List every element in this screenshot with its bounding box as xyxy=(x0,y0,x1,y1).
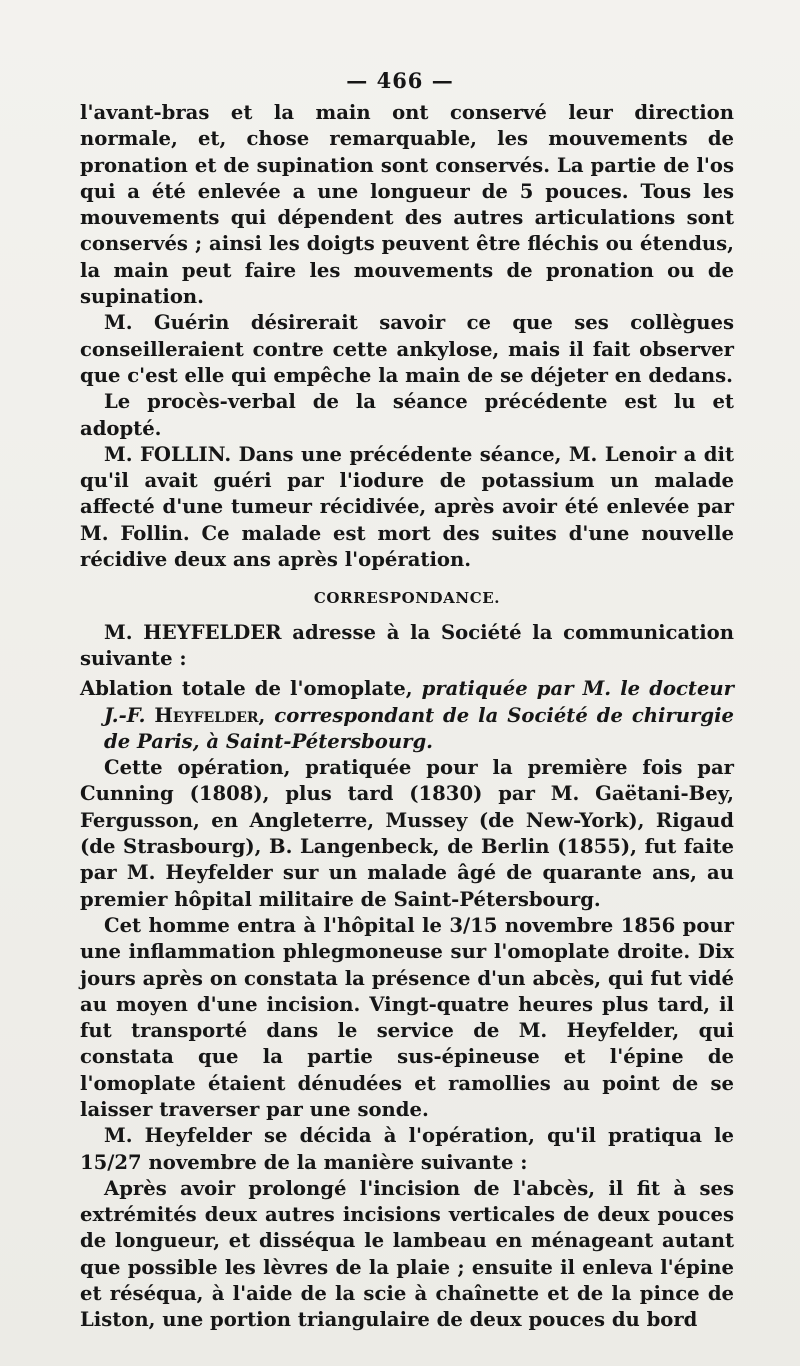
body-text xyxy=(80,100,734,1334)
paragraph xyxy=(80,620,734,673)
paragraph: Cet homme entra à l'hôpital le 3/15 novembre 1856 pour une inflammation phlegmoneuse sur l'omoplate droite. Dix jours après on constata la présence d'un abcès, qui fut vidé au moyen d'une incision. Vingt-quatre heures plus tard, il fut transporté dans le service de M. Heyfelder, qui constata que la partie sus-épineuse et l'épine de l'omoplate étaient dénudées et ramollies au point de se laisser traverser par une sonde. xyxy=(80,913,734,1121)
paragraph xyxy=(80,442,734,573)
paragraph: l'avant-bras et la main ont conservé leur direction normale, et, chose remarquable, les mouvements de pronation et de supination sont conservés. La partie de l'os qui a été enlevée a une longueur de 5 pouces. Tous les mouvements qui dépendent des autres articulations sont conservés ; ainsi les doigts peuvent être fléchis ou étendus, la main peut faire les mouvements de pronation ou de supination. xyxy=(80,101,734,309)
paragraph: Cette opération, pratiquée pour la première fois par Cunning (1808), plus tard (1830) par M. Gaëtani-Bey, Fergusson, en Angleterre, Mussey (de New-York), Rigaud (de Strasbourg), B. Langenbeck, de Berlin (1855), fut faite par M. Heyfelder sur un malade âgé de quarante ans, au premier hôpital militaire de Saint-Pétersbourg. xyxy=(80,756,734,911)
article-title: Ablation totale de l'omoplate, pratiquée par M. le docteur J.-F. Heyfelder, correspondant de la Société de chirurgie de Paris, à Saint-Pétersbourg. xyxy=(80,677,734,753)
paragraph: M. Heyfelder se décida à l'opération, qu'il pratiqua le 15/27 novembre de la manière suivante : xyxy=(80,1124,734,1174)
paragraph-text: Dans une précédente séance, M. Lenoir a dit qu'il avait guéri par l'iodure de potassium un malade affecté d'une tumeur récidivée, après avoir été enlevée par M. Follin. Ce malade est mort des suites d'une nouvelle récidive deux ans après l'opération. xyxy=(80,442,734,572)
paragraph-text: adresse à la Société la communication suivante : xyxy=(80,620,734,670)
speaker-name: M. HEYFELDER xyxy=(104,620,282,644)
title-text: Ablation totale de l'omoplate xyxy=(80,677,406,701)
paragraph: M. Guérin désirerait savoir ce que ses collègues conseilleraient contre cette ankylose, mais il fait observer que c'est elle qui empêche la main de se déjeter en dedans. xyxy=(80,311,734,387)
title-subtitle: pratiquée par M. le docteur J.-F. xyxy=(104,677,734,727)
author-name: Heyfelder xyxy=(154,703,259,727)
section-heading: CORRESPONDANCE. xyxy=(313,589,501,608)
page-number: — 466 — xyxy=(346,68,454,93)
author-affiliation: correspondant de la Société de chirurgie de Paris, à Saint-Pétersbourg. xyxy=(104,703,734,753)
speaker-name: M. FOLLIN. xyxy=(104,442,232,466)
paragraph: Le procès-verbal de la séance précédente est lu et adopté. xyxy=(80,390,734,440)
paragraph: Après avoir prolongé l'incision de l'abcès, il fit à ses extrémités deux autres incisions verticales de deux pouces de longueur, et disséqua le lambeau en ménageant autant que possible les lèvres de la plaie ; ensuite il enleva l'épine et réséqua, à l'aide de la scie à chaînette et de la pince de Liston, une portion triangulaire de deux pouces du bord xyxy=(80,1176,734,1332)
